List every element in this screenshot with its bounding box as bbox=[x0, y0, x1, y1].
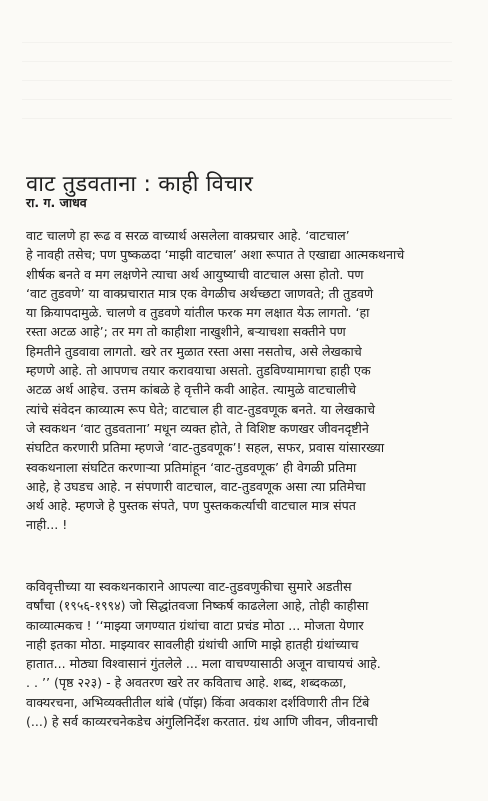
previous-page-bleed-through bbox=[22, 42, 452, 132]
text-line: नाही इतका मोठा. माझ्यावर सावलीही ग्रंथांची आणि माझे हातही ग्रंथांच्याच bbox=[26, 636, 359, 652]
text-line: शीर्षक बनते व मग लक्षणेने त्याचा अर्थ आयुष्याची वाटचाल असा होतो. पण bbox=[26, 266, 364, 282]
text-line: अर्थ आहे. म्हणजे हे पुस्तक संपते, पण पुस्तककर्त्याची वाटचाल मात्र संपत bbox=[26, 498, 356, 514]
text-line: वर्षांचा (१९५६-१९९४) जो सिद्धांतवजा निष्कर्ष काढलेला आहे, तोही काहीसा bbox=[26, 598, 369, 614]
text-line: वाट चालणे हा रूढ व सरळ वाच्यार्थ असलेला वाक्प्रचार आहे. ‘वाटचाल’ bbox=[26, 228, 350, 243]
text-line: नाही... ! bbox=[26, 517, 68, 533]
paragraph-1 bbox=[26, 226, 460, 535]
text-line: जे स्वकथन ‘वाट तुडवताना’ मधून व्यक्त होते, ते विशिष्ट कणखर जीवनदृष्टीने bbox=[26, 420, 369, 436]
text-line: आहे, हे उघडच आहे. न संपणारी वाटचाल, वाट-तुडवणूक असा त्या प्रतिमेचा bbox=[26, 478, 366, 494]
text-line: अटळ अर्थ आहेच. उत्तम कांबळे हे वृत्तीने कवी आहेत. त्यामुळे वाटचालीचे bbox=[26, 382, 356, 398]
text-line: ‘वाट तुडवणे’ या वाक्प्रचारात मात्र एक वेगळीच अर्थच्छटा जाणवते; ती तुडवणे bbox=[26, 285, 374, 301]
text-line: काव्यात्मकच ! ‘‘माझ्या जगण्यात ग्रंथांचा वाटा प्रचंड मोठा ... मोजता येणार bbox=[26, 617, 364, 633]
text-line: स्वकथनाला संघटित करणाऱ्या प्रतिमांहून ‘वाट-तुडवणूक’ ही वेगळी प्रतिमा bbox=[26, 459, 357, 475]
text-line: (...) हे सर्व काव्यरचनेकडेच अंगुलिनिर्देश करतात. ग्रंथ आणि जीवन, जीवनाची bbox=[26, 714, 378, 730]
text-line: म्हणणे आहे. तो आपणच तयार करावयाचा असतो. तुडविण्यामागचा हाही एक bbox=[26, 363, 371, 379]
text-line: हिमतीने तुडवावा लागतो. खरे तर मुळात रस्ता असा नसतोच, असे लेखकाचे bbox=[26, 343, 362, 359]
text-line: . . ’’ (पृष्ठ २२३) - हे अवतरण खरे तर कविताच आहे. शब्द, शब्दकळा, bbox=[26, 675, 347, 691]
text-line: हे नावही तसेच; पण पुष्कळदा ‘माझी वाटचाल’ अशा रूपात ते एखाद्या आत्मकथनाचे bbox=[26, 247, 405, 263]
text-line: हातात... मोठ्या विश्वासानं गुंतलेले ... मला वाचण्यासाठी अजून वाचायचं आहे. bbox=[26, 656, 381, 672]
text-line: रस्ता अटळ आहे’; तर मग तो काहीशा नाखुशीने, बऱ्याचशा सक्तीने पण bbox=[26, 324, 346, 340]
text-line: वाक्यरचना, अभिव्यक्तीतील थांबे (पॉझ) किंवा अवकाश दर्शविणारी तीन टिंबे bbox=[26, 694, 370, 710]
text-line: त्यांचे संवेदन काव्यात्म रूप घेते; वाटचाल ही वाट-तुडवणूक बनते. या लेखकाचे bbox=[26, 401, 376, 417]
paragraph-2 bbox=[26, 577, 460, 731]
text-line: या क्रियापदामुळे. चालणे व तुडवणे यांतील फरक मग लक्षात येऊ लागतो. ‘हा bbox=[26, 305, 370, 321]
text-line: संघटित करणारी प्रतिमा म्हणजे ‘वाट-तुडवणूक’! सहल, सफर, प्रवास यांसारख्या bbox=[26, 440, 385, 456]
author-name: रा. ग. जाधव bbox=[26, 195, 87, 210]
chapter-title: वाट तुडवताना : काही विचार bbox=[26, 171, 254, 197]
text-line: कविवृत्तीच्या या स्वकथनकाराने आपल्या वाट-तुडवणुकीचा सुमारे अडतीस bbox=[26, 579, 352, 594]
